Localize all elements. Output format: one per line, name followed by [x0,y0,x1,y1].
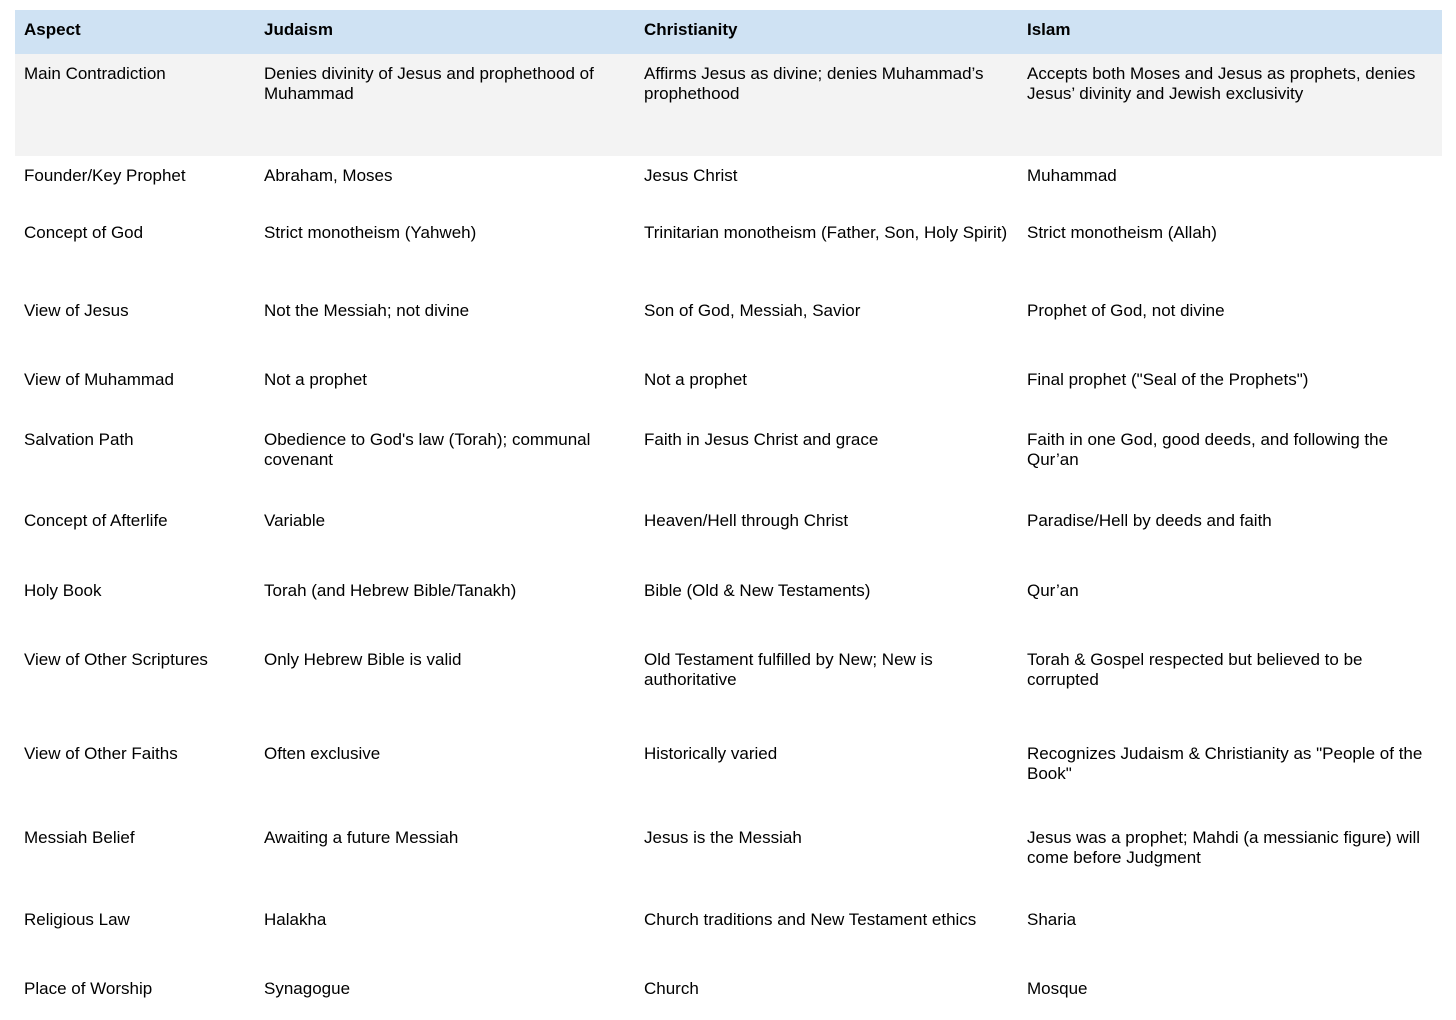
header-cell-christianity: Christianity [644,20,738,39]
judaism-cell: Synagogue [264,979,351,998]
table-row [15,734,1442,818]
judaism-cell: Strict monotheism (Yahweh) [264,223,477,242]
islam-cell: Recognizes Judaism & Christianity as "People of the Book" [1027,744,1423,783]
header-cell-islam: Islam [1027,20,1071,39]
aspect-cell: View of Jesus [24,301,129,320]
aspect-cell: Concept of God [24,223,144,242]
judaism-cell: Torah (and Hebrew Bible/Tanakh) [264,581,517,600]
aspect-cell: Messiah Belief [24,828,135,847]
table-row [15,900,1442,969]
table-row [15,818,1442,900]
judaism-cell: Abraham, Moses [264,166,393,185]
judaism-cell: Denies divinity of Jesus and prophethood of Muhammad [264,64,594,103]
table-row [15,640,1442,734]
christianity-cell: Bible (Old & New Testaments) [644,581,871,600]
islam-cell: Accepts both Moses and Jesus as prophets, denies Jesus’ divinity and Jewish exclusivity [1027,64,1416,103]
table-row [15,360,1442,420]
christianity-cell: Jesus is the Messiah [644,828,802,847]
judaism-cell: Obedience to God's law (Torah); communal covenant [264,430,591,469]
judaism-cell: Awaiting a future Messiah [264,828,459,847]
christianity-cell: Trinitarian monotheism (Father, Son, Holy Spirit) [644,223,1008,242]
islam-cell: Faith in one God, good deeds, and following the Qur’an [1027,430,1389,469]
islam-cell: Muhammad [1027,166,1117,185]
table-row [15,156,1442,213]
islam-cell: Prophet of God, not divine [1027,301,1225,320]
aspect-cell: Main Contradiction [24,64,166,83]
aspect-cell: Concept of Afterlife [24,511,168,530]
table-row [15,501,1442,571]
table-row [15,291,1442,360]
table-row [15,213,1442,291]
table-row [15,969,1442,1013]
aspect-cell: Salvation Path [24,430,134,449]
islam-cell: Jesus was a prophet; Mahdi (a messianic figure) will come before Judgment [1027,828,1421,867]
aspect-cell: Place of Worship [24,979,153,998]
aspect-cell: Religious Law [24,910,130,929]
table-row [15,54,1442,156]
header-cell-aspect: Aspect [24,20,81,39]
judaism-cell: Often exclusive [264,744,381,763]
header-cell-judaism: Judaism [264,20,333,39]
islam-cell: Qur’an [1027,581,1079,600]
christianity-cell: Historically varied [644,744,778,763]
islam-cell: Final prophet ("Seal of the Prophets") [1027,370,1309,389]
christianity-cell: Faith in Jesus Christ and grace [644,430,879,449]
aspect-cell: View of Muhammad [24,370,174,389]
islam-cell: Mosque [1027,979,1088,998]
aspect-cell: View of Other Faiths [24,744,178,763]
table-row [15,420,1442,501]
judaism-cell: Halakha [264,910,327,929]
islam-cell: Strict monotheism (Allah) [1027,223,1217,242]
judaism-cell: Variable [264,511,326,530]
christianity-cell: Not a prophet [644,370,748,389]
judaism-cell: Not a prophet [264,370,368,389]
aspect-cell: Holy Book [24,581,102,600]
islam-cell: Paradise/Hell by deeds and faith [1027,511,1272,530]
aspect-cell: Founder/Key Prophet [24,166,186,185]
judaism-cell: Not the Messiah; not divine [264,301,470,320]
aspect-cell: View of Other Scriptures [24,650,208,669]
christianity-cell: Son of God, Messiah, Savior [644,301,861,320]
christianity-cell: Church traditions and New Testament ethics [644,910,977,929]
islam-cell: Sharia [1027,910,1077,929]
christianity-cell: Heaven/Hell through Christ [644,511,849,530]
table-header-row [15,10,1442,54]
christianity-cell: Jesus Christ [644,166,738,185]
judaism-cell: Only Hebrew Bible is valid [264,650,462,669]
islam-cell: Torah & Gospel respected but believed to be corrupted [1027,650,1363,689]
comparison-table [15,10,1442,1013]
christianity-cell: Church [644,979,699,998]
christianity-cell: Affirms Jesus as divine; denies Muhammad’s prophethood [644,64,984,103]
table-row [15,571,1442,640]
christianity-cell: Old Testament fulfilled by New; New is authoritative [644,650,933,689]
